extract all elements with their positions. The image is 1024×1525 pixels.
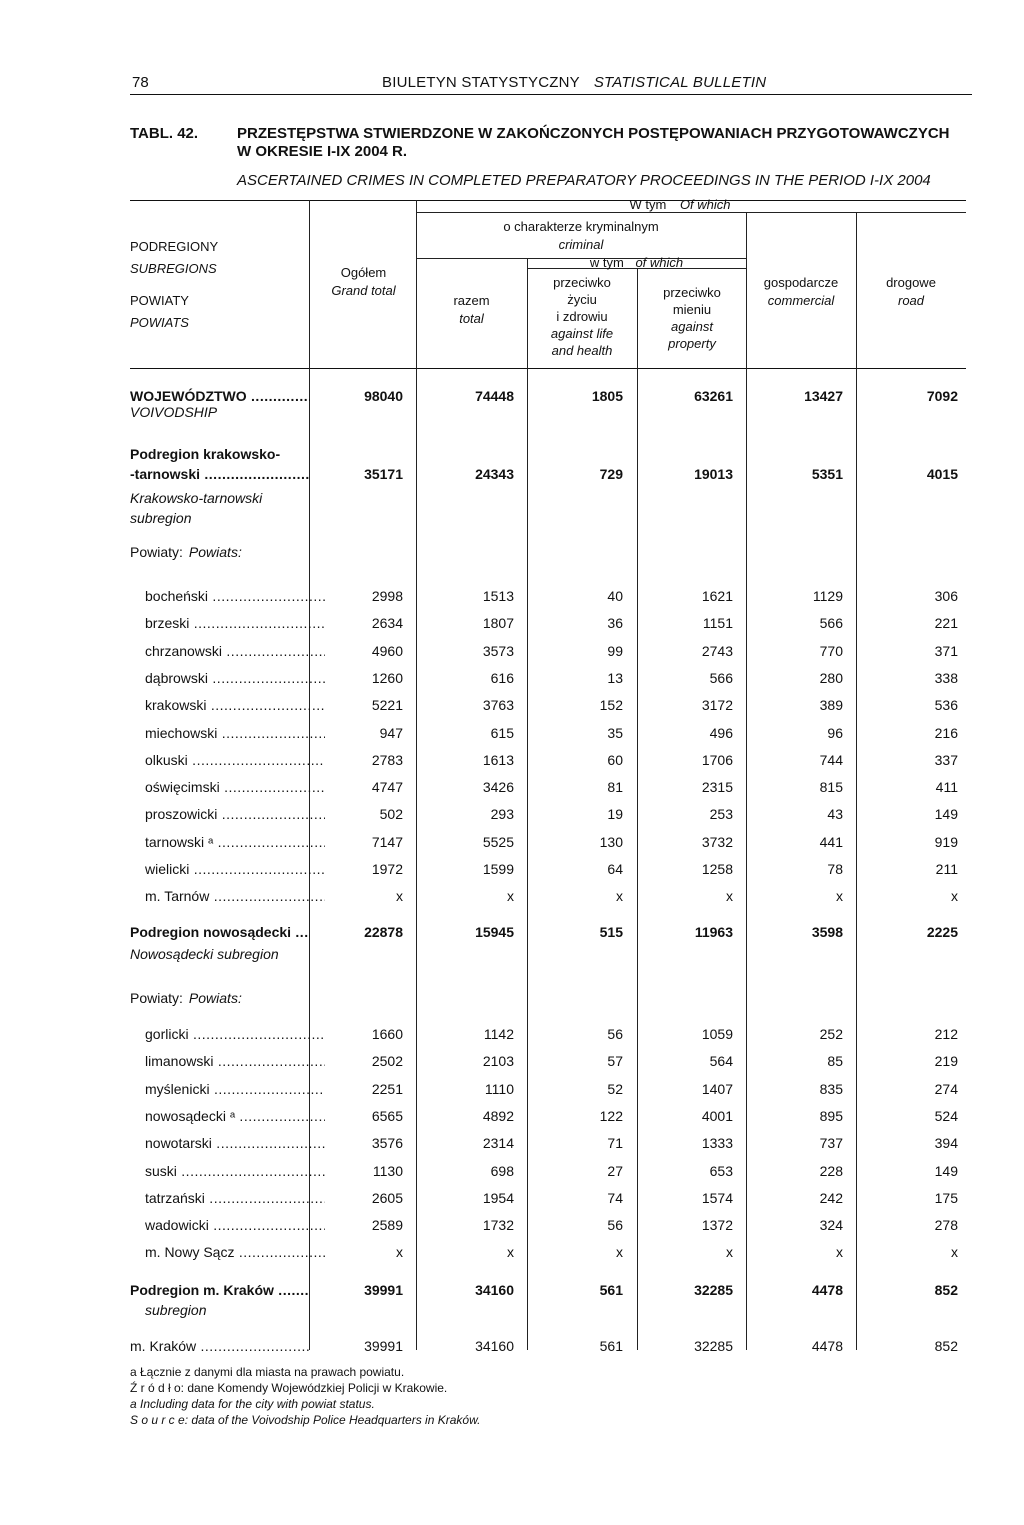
table-row	[0, 752, 1024, 774]
value-grand-total: 6565	[371, 1107, 403, 1124]
value-against-life: 56	[607, 1217, 623, 1234]
subregion-en-label: subregion	[145, 1302, 207, 1318]
table-row	[0, 1026, 1024, 1048]
value-against-property: 253	[709, 806, 733, 823]
value-against-life: 130	[599, 833, 623, 850]
value-against-life: 71	[607, 1135, 623, 1152]
value-criminal-total: 1599	[482, 861, 514, 877]
value-commercial: 252	[819, 1026, 843, 1042]
value-commercial: 43	[827, 806, 843, 823]
powiat-name: krakowski .....	[145, 697, 325, 713]
value-grand-total: x	[396, 1244, 403, 1261]
value-criminal-total: 1954	[482, 1189, 514, 1206]
value-against-property: 11963	[694, 924, 733, 940]
value-commercial: 815	[819, 779, 843, 796]
value-commercial: 770	[819, 642, 843, 659]
value-against-property: 2743	[701, 642, 733, 659]
powiat-name: tatrzański .....	[145, 1190, 325, 1206]
value-against-property: 4001	[701, 1107, 733, 1124]
value-road: 274	[934, 1080, 958, 1097]
value-road: 411	[935, 779, 958, 796]
header-razem: razem total	[453, 293, 490, 326]
value-road: x	[951, 888, 958, 905]
value-criminal-total: 1513	[482, 588, 514, 604]
value-grand-total: 502	[379, 806, 403, 823]
value-against-property: 1407	[701, 1080, 733, 1097]
value-against-life: 515	[599, 924, 623, 940]
table-title-pl: PRZESTĘPSTWA STWIERDZONE W ZAKOŃCZONYCH POSTĘPOWANIACH PRZYGOTOWAWCZYCH W OKRESIE I-IX 2004 R.	[237, 125, 950, 160]
value-grand-total: 2251	[371, 1080, 403, 1097]
powiat-name: nowosądecki ᵃ .....	[145, 1108, 325, 1124]
powiaty-heading: Powiaty: Powiats:	[130, 544, 242, 560]
running-header	[130, 74, 972, 95]
value-against-property: 1258	[701, 861, 733, 877]
value-grand-total: 3576	[371, 1135, 403, 1152]
value-grand-total: 2502	[371, 1053, 403, 1070]
header-commercial: gospodarcze commercial	[763, 275, 839, 308]
voivodship-en-label: VOIVODSHIP	[130, 404, 218, 420]
powiat-name: wadowicki .....	[145, 1217, 325, 1233]
value-commercial: 242	[819, 1189, 843, 1206]
value-road: 337	[934, 751, 958, 768]
value-against-life: 81	[607, 779, 623, 796]
value-commercial: x	[836, 888, 843, 905]
table-row	[0, 1190, 1024, 1212]
value-against-life: 52	[607, 1080, 623, 1097]
value-against-property: 3732	[701, 833, 733, 850]
value-road: 536	[934, 697, 958, 714]
value-criminal-total: x	[507, 1244, 514, 1261]
table-row	[0, 588, 1024, 610]
table-row	[0, 834, 1024, 856]
value-commercial: 389	[819, 697, 843, 714]
value-against-property: 32285	[694, 1282, 733, 1298]
header-sub-of-which: w tym of which	[589, 255, 684, 270]
value-against-property: 1706	[701, 751, 733, 768]
value-commercial: 4478	[811, 1338, 843, 1354]
subregion-en-label: Krakowsko-tarnowski	[130, 490, 263, 506]
value-commercial: 835	[819, 1080, 843, 1097]
value-against-property: x	[726, 888, 733, 905]
value-criminal-total: 3763	[482, 697, 514, 714]
value-against-life: 40	[607, 588, 623, 604]
powiat-name: miechowski .....	[145, 725, 325, 741]
value-grand-total: 39991	[364, 1282, 403, 1298]
value-commercial: 566	[819, 615, 843, 632]
value-criminal-total: 2103	[482, 1053, 514, 1070]
value-against-property: 1574	[701, 1189, 733, 1206]
table-row	[0, 779, 1024, 801]
column-divider	[527, 258, 528, 1350]
value-road: 852	[934, 1338, 958, 1354]
value-grand-total: 947	[379, 724, 403, 741]
value-criminal-total: 5525	[482, 833, 514, 850]
value-road: 394	[934, 1135, 958, 1152]
value-road: 149	[934, 1162, 958, 1179]
table-row: m. Kraków ..... 39991 34160 561 32285 4478 852	[0, 1338, 1024, 1360]
value-against-life: 57	[607, 1053, 623, 1070]
table-title-en: ASCERTAINED CRIMES IN COMPLETED PREPARATORY PROCEEDINGS IN THE PERIOD I-IX 2004	[237, 172, 931, 189]
value-against-life: 13	[607, 669, 623, 686]
value-against-life: 64	[607, 861, 623, 877]
value-criminal-total: 2314	[482, 1135, 514, 1152]
value-criminal-total: x	[507, 888, 514, 905]
value-commercial: 441	[819, 833, 843, 850]
value-against-property: 2315	[701, 779, 733, 796]
header-bottom-rule	[130, 368, 966, 369]
header-grand-total: Ogółem Grand total	[331, 265, 396, 298]
header-against-life: przeciwko życiu i zdrowiu against life and health	[550, 275, 614, 358]
table-row	[0, 1108, 1024, 1130]
value-grand-total: 2605	[371, 1189, 403, 1206]
value-grand-total: 1972	[371, 861, 403, 877]
powiat-name: chrzanowski .....	[145, 643, 325, 659]
value-criminal-total: 24343	[475, 466, 514, 482]
powiat-name: dąbrowski .....	[145, 670, 325, 686]
table-number: TABL. 42.	[130, 125, 199, 142]
table-row	[0, 697, 1024, 719]
table-row	[0, 670, 1024, 692]
value-road: 306	[934, 588, 958, 604]
header-road: drogowe road	[886, 275, 936, 308]
powiat-name: myślenicki .....	[145, 1081, 325, 1097]
value-criminal-total: 1613	[482, 751, 514, 768]
table-row	[0, 806, 1024, 828]
powiat-name: brzeski .....	[145, 615, 325, 631]
value-against-property: 1151	[702, 615, 733, 632]
value-grand-total: x	[396, 888, 403, 905]
value-against-property: 566	[709, 669, 733, 686]
value-road: 338	[934, 669, 958, 686]
value-road: 278	[934, 1217, 958, 1234]
value-against-life: 35	[607, 724, 623, 741]
value-commercial: 895	[819, 1107, 843, 1124]
table-row	[0, 1163, 1024, 1185]
value-against-property: 1333	[701, 1135, 733, 1152]
value-grand-total: 4747	[371, 779, 403, 796]
value-against-life: 99	[607, 642, 623, 659]
value-criminal-total: 34160	[475, 1282, 514, 1298]
table-row	[0, 1081, 1024, 1103]
value-grand-total: 98040	[364, 388, 403, 404]
bulletin-title: BIULETYN STATYSTYCZNY STATISTICAL BULLETIN	[382, 74, 767, 91]
value-commercial: 4478	[811, 1282, 843, 1298]
value-against-life: 729	[599, 466, 623, 482]
value-against-life: 36	[607, 615, 623, 632]
value-grand-total: 1660	[371, 1026, 403, 1042]
value-against-property: 1372	[701, 1217, 733, 1234]
powiat-name: bocheński .....	[145, 588, 325, 604]
value-criminal-total: 4892	[482, 1107, 514, 1124]
powiaty-heading: Powiaty: Powiats:	[130, 990, 242, 1006]
powiat-name: wielicki .....	[145, 861, 325, 877]
stub-header: PODREGIONY SUBREGIONS POWIATY POWIATS	[130, 239, 219, 330]
table-row: Podregion nowosądecki ..... 22878 15945 515 11963 3598 2225	[0, 924, 1024, 946]
value-against-life: 74	[607, 1189, 623, 1206]
subregion-label: Podregion krakowsko-	[130, 446, 281, 462]
value-commercial: 96	[827, 724, 843, 741]
value-against-life: x	[616, 888, 623, 905]
powiat-name: nowotarski .....	[145, 1135, 325, 1151]
value-road: 216	[934, 724, 958, 741]
powiat-name: gorlicki .....	[145, 1026, 325, 1042]
table-row	[0, 1217, 1024, 1239]
powiat-name: m. Nowy Sącz .....	[145, 1244, 325, 1260]
value-commercial: 1129	[812, 588, 843, 604]
powiat-name: proszowicki .....	[145, 806, 325, 822]
value-road: 212	[934, 1026, 958, 1042]
table-row	[0, 888, 1024, 910]
value-road: 149	[934, 806, 958, 823]
value-road: x	[951, 1244, 958, 1261]
value-against-life: 561	[599, 1282, 623, 1298]
value-criminal-total: 3573	[482, 642, 514, 659]
value-against-property: 496	[709, 724, 733, 741]
value-grand-total: 5221	[371, 697, 403, 714]
value-against-property: x	[726, 1244, 733, 1261]
value-against-property: 653	[709, 1162, 733, 1179]
value-against-life: x	[616, 1244, 623, 1261]
value-criminal-total: 698	[490, 1162, 514, 1179]
value-commercial: 5351	[811, 466, 843, 482]
value-against-property: 1059	[701, 1026, 733, 1042]
value-grand-total: 7147	[371, 833, 403, 850]
value-commercial: 737	[819, 1135, 843, 1152]
value-against-life: 27	[607, 1162, 623, 1179]
value-grand-total: 2634	[371, 615, 403, 632]
powiat-name: olkuski .....	[145, 752, 325, 768]
powiat-name: suski .....	[145, 1163, 325, 1179]
table-row	[0, 615, 1024, 637]
value-against-property: 19013	[694, 466, 733, 482]
value-criminal-total: 74448	[475, 388, 514, 404]
value-criminal-total: 1807	[482, 615, 514, 632]
value-commercial: x	[836, 1244, 843, 1261]
value-grand-total: 4960	[371, 642, 403, 659]
value-against-property: 1621	[701, 588, 733, 604]
value-road: 4015	[926, 466, 958, 482]
powiat-name: tarnowski ᵃ .....	[145, 834, 325, 850]
value-criminal-total: 615	[490, 724, 514, 741]
value-criminal-total: 34160	[475, 1338, 514, 1354]
header-of-which: W tym Of which	[629, 197, 731, 212]
value-grand-total: 22878	[364, 924, 403, 940]
value-road: 175	[934, 1189, 958, 1206]
value-road: 7092	[926, 388, 958, 404]
value-commercial: 85	[827, 1053, 843, 1070]
value-commercial: 744	[819, 751, 843, 768]
value-road: 919	[934, 833, 958, 850]
table-row	[0, 861, 1024, 883]
header-criminal: o charakterze kryminalnym criminal	[503, 219, 659, 252]
value-criminal-total: 293	[490, 806, 514, 823]
value-criminal-total: 616	[490, 669, 514, 686]
value-road: 852	[934, 1282, 958, 1298]
table-row	[0, 1053, 1024, 1075]
value-commercial: 228	[819, 1162, 843, 1179]
value-against-life: 561	[599, 1338, 623, 1354]
value-commercial: 78	[827, 861, 843, 877]
value-grand-total: 1130	[372, 1162, 403, 1179]
value-against-life: 56	[607, 1026, 623, 1042]
table-row: -tarnowski ..... 35171 24343 729 19013 5351 4015	[0, 466, 1024, 488]
table-row	[0, 643, 1024, 665]
value-road: 371	[934, 642, 958, 659]
table-row	[0, 1135, 1024, 1157]
value-criminal-total: 15945	[475, 924, 514, 940]
value-against-property: 564	[709, 1053, 733, 1070]
value-grand-total: 2589	[371, 1217, 403, 1234]
value-grand-total: 1260	[371, 669, 403, 686]
powiat-name: oświęcimski .....	[145, 779, 325, 795]
table-top-rule	[130, 200, 966, 201]
value-commercial: 280	[819, 669, 843, 686]
value-commercial: 324	[819, 1217, 843, 1234]
value-road: 219	[934, 1053, 958, 1070]
value-against-life: 19	[607, 806, 623, 823]
value-grand-total: 2998	[371, 588, 403, 604]
value-against-life: 1805	[591, 388, 623, 404]
subregion-en-label: Nowosądecki subregion	[130, 946, 279, 962]
value-grand-total: 2783	[371, 751, 403, 768]
page-number: 78	[132, 74, 149, 91]
header-against-property: przeciwko mieniu against property	[663, 285, 721, 351]
value-against-life: 152	[599, 697, 623, 714]
value-against-property: 32285	[694, 1338, 733, 1354]
value-commercial: 3598	[811, 924, 843, 940]
subregion-en-label: subregion	[130, 510, 192, 526]
value-commercial: 13427	[804, 388, 843, 404]
table-row	[0, 1244, 1024, 1266]
value-against-life: 60	[607, 751, 623, 768]
value-road: 524	[934, 1107, 958, 1124]
table-row	[0, 725, 1024, 747]
value-criminal-total: 3426	[482, 779, 514, 796]
value-criminal-total: 1110	[484, 1080, 514, 1097]
footnotes: a Łącznie z danymi dla miasta na prawach powiatu. Ź r ó d ł o: dane Komendy Wojewódzkiej Policji w Krakowie. a Including data for the city with powiat status. S o u r c e: data of the Voivodship Police Headquarters in Kraków.	[130, 1365, 481, 1427]
table-row: Podregion m. Kraków ..... 39991 34160 561 32285 4478 852	[0, 1282, 1024, 1304]
value-grand-total: 35171	[364, 466, 403, 482]
value-road: 211	[935, 861, 958, 877]
value-road: 221	[934, 615, 958, 632]
powiat-name: m. Tarnów .....	[145, 888, 325, 904]
table-row: WOJEWÓDZTWO ..... 98040 74448 1805 63261 13427 7092	[0, 388, 1024, 410]
value-criminal-total: 1142	[483, 1026, 514, 1042]
value-against-property: 3172	[701, 697, 733, 714]
value-criminal-total: 1732	[482, 1217, 514, 1234]
value-against-property: 63261	[694, 388, 733, 404]
value-road: 2225	[926, 924, 958, 940]
value-against-life: 122	[599, 1107, 623, 1124]
value-grand-total: 39991	[364, 1338, 403, 1354]
powiat-name: limanowski .....	[145, 1053, 325, 1069]
